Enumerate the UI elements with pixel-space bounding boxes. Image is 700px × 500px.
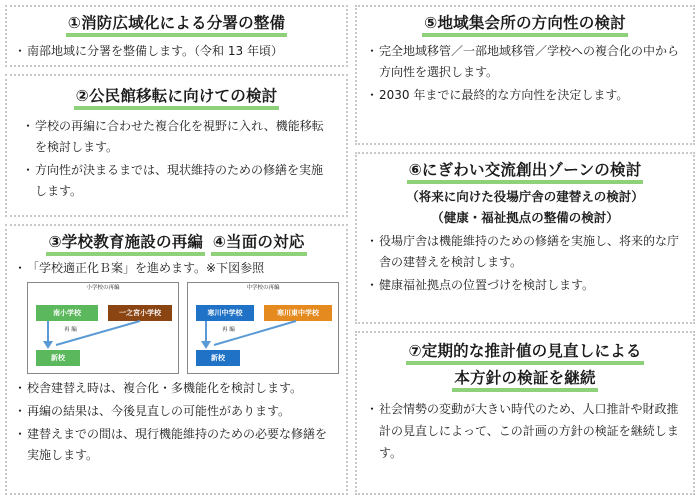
- junior-high-reorg-diagram: [187, 282, 339, 374]
- section-title: ①消防広域化による分署の整備: [7, 13, 346, 37]
- school-box: 一之宮小学校: [108, 305, 172, 321]
- list-item: ・ 役場庁舎は機能維持のための修繕を実施し、将来的な庁舎の建替えを検討します。: [367, 231, 683, 273]
- new-school-box: 新校: [196, 350, 240, 366]
- school-box: 南小学校: [36, 305, 98, 321]
- reorg-label: 再 編: [64, 327, 77, 333]
- section-title: 本方針の検証を継続: [357, 368, 693, 392]
- section-bustle-zone: [355, 152, 695, 324]
- section-community-center: [5, 74, 348, 217]
- section-subtitle: （将来に向けた役場庁舎の建替えの検討）: [406, 189, 644, 204]
- section-school-reorganization: [5, 224, 348, 495]
- section-title: ②公民館移転に向けての検討: [7, 86, 346, 110]
- section-periodic-review: [355, 331, 695, 495]
- list-item: ・ 完全地域移管／一部地域移管／学校への複合化の中から方向性を選択します。: [367, 41, 683, 83]
- list-item: ・ 学校の再編に合わせた複合化を視野に入れ、機能移転を検討します。: [23, 116, 332, 158]
- list-item: ・ 建替えまでの間は、現行機能維持のための必要な修繕を実施します。: [15, 424, 336, 466]
- diagram-caption: 中学校の再編: [246, 285, 280, 291]
- diagram-caption: 小学校の再編: [86, 285, 120, 291]
- list-item: ・ 南部地域に分署を整備します。（令和 13 年頃）: [15, 41, 338, 62]
- list-item: ・ 方向性が決まるまでは、現状維持のための修繕を実施します。: [23, 160, 332, 202]
- section-title: ⑥にぎわい交流創出ゾーンの検討: [357, 160, 693, 184]
- school-box: 寒川東中学校: [264, 305, 332, 321]
- list-item: ・ 再編の結果は、今後見直しの可能性があります。: [15, 401, 336, 422]
- section-assembly-halls: [355, 5, 695, 145]
- list-item: ・ 2030 年までに最終的な方向性を決定します。: [367, 85, 683, 106]
- section-fire-branch: [5, 5, 348, 67]
- reorg-label: 再 編: [222, 327, 235, 333]
- section-title: ⑤地域集会所の方向性の検討: [357, 13, 693, 37]
- new-school-box: 新校: [36, 350, 80, 366]
- list-item: ・ 健康福祉拠点の位置づけを検討します。: [367, 275, 683, 296]
- elementary-reorg-diagram: [27, 282, 179, 374]
- list-item: ・ 社会情勢の変動が大きい時代のため、人口推計や財政推計の見直しによって、この計画の方針の検証を継続します。: [367, 398, 683, 464]
- section-subtitle: （健康・福祉拠点の整備の検討）: [431, 210, 619, 225]
- section-title: ⑦定期的な推計値の見直しによる: [357, 341, 693, 365]
- section-title: ③学校教育施設の再編 ④当面の対応: [7, 232, 346, 256]
- list-item: ・ 校舎建替え時は、複合化・多機能化を検討します。: [15, 378, 336, 399]
- school-box: 寒川中学校: [196, 305, 254, 321]
- intro-text: ・ 「学校適正化Ｂ案」を進めます。※下図参照: [15, 258, 338, 279]
